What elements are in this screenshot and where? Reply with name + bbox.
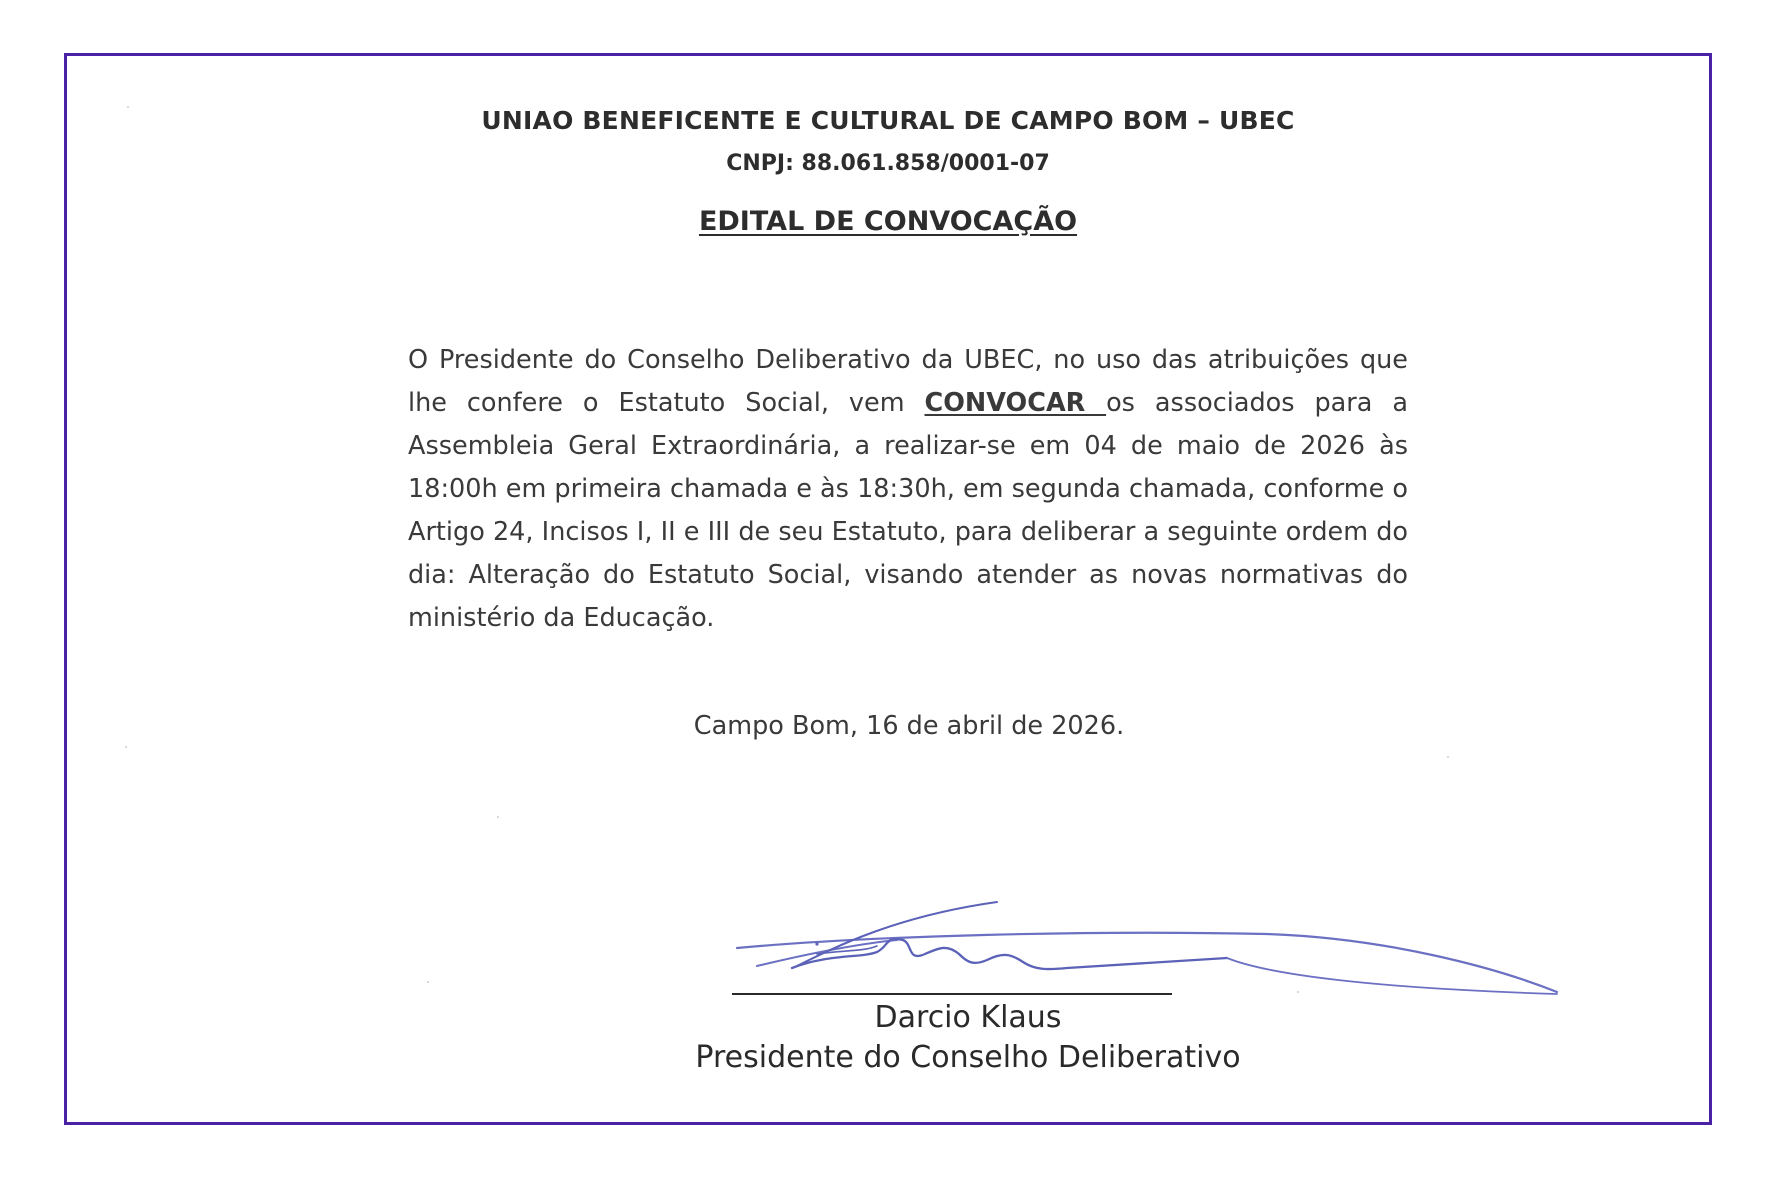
scan-speck [1447,756,1449,758]
document-title-text: EDITAL DE CONVOCAÇÃO [698,206,1078,237]
signer-name: Darcio Klaus [874,1000,1062,1035]
scan-speck [497,816,499,818]
date-place-line: Campo Bom, 16 de abril de 2026. [693,711,1125,741]
cnpj-number: CNPJ: 88.061.858/0001-07 [726,151,1050,176]
scan-speck [427,981,429,983]
convocation-body [408,339,1408,640]
body-text-part-2: os associados para a Assembleia Geral Extraordinária, a realizar-se em 04 de maio de 2026 às 18:00h em primeira chamada e às 18:30h, em segunda chamada, conforme o Artigo 24, Incisos I, II e III de seu Estatuto, para deliberar a seguinte ordem do dia: Alteração do Estatuto Social, visando atender as novas normativas do ministério da Educação. [408,388,1409,633]
document-frame [64,53,1712,1125]
organization-name: UNIAO BENEFICENTE E CULTURAL DE CAMPO BOM – UBEC [481,106,1295,135]
scan-speck [125,746,127,748]
signature-line [732,993,1172,995]
signer-role: Presidente do Conselho Deliberativo [695,1040,1241,1075]
body-emphasis-convocar: CONVOCAR [924,388,1107,418]
body-text-part-1: O Presidente do Conselho Deliberativo da UBEC, no uso das atribuições que lhe confere o Estatuto Social, vem [408,345,1408,418]
document-title [67,206,1709,237]
